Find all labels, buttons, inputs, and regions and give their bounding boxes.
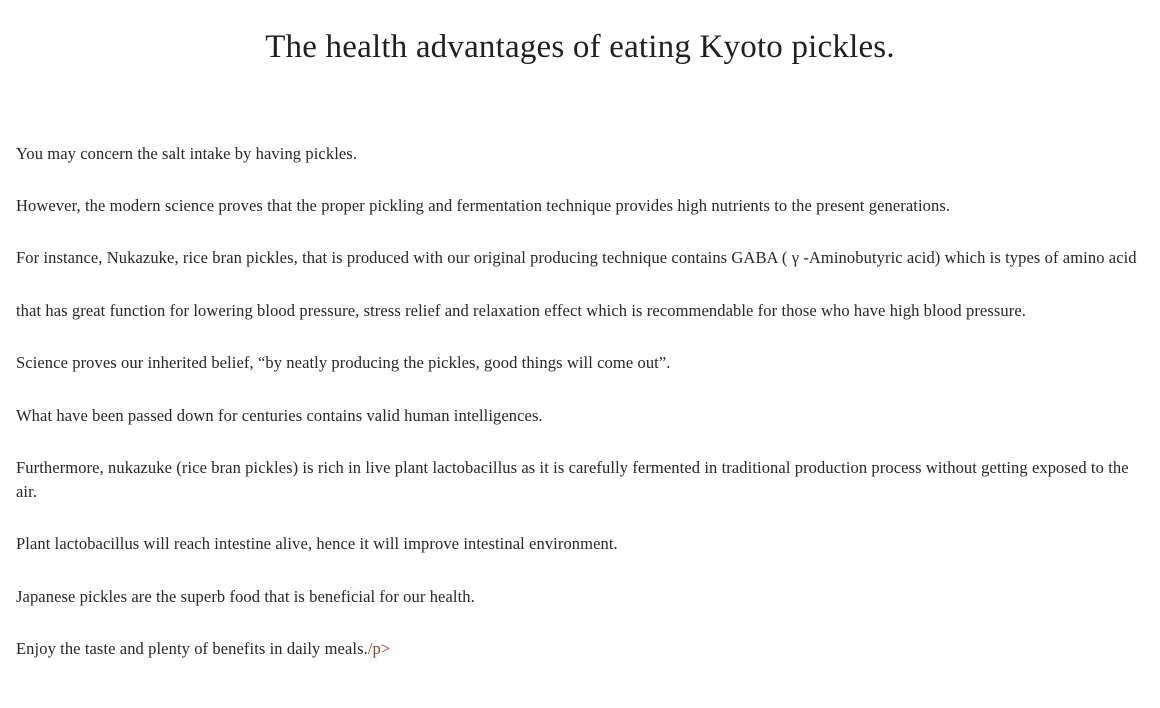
paragraph: Science proves our inherited belief, “by neatly producing the pickles, good things will come out”. bbox=[16, 353, 671, 373]
paragraph: Plant lactobacillus will reach intestine alive, hence it will improve intestinal environment. bbox=[16, 534, 618, 554]
paragraph-text: Enjoy the taste and plenty of benefits in daily meals. bbox=[16, 639, 368, 659]
paragraph: For instance, Nukazuke, rice bran pickles, that is produced with our original producing technique contains GABA ( γ -Aminobutyric acid) which is types of amino acid bbox=[16, 248, 1137, 268]
paragraph: What have been passed down for centuries contains valid human intelligences. bbox=[16, 405, 543, 425]
paragraph-with-stray-tag bbox=[16, 637, 1144, 661]
article-body bbox=[0, 142, 1160, 662]
paragraph: However, the modern science proves that the proper pickling and fermentation technique provides high nutrients to the present generations. bbox=[16, 196, 951, 216]
stray-markup-text: /p> bbox=[367, 639, 391, 659]
paragraph: You may concern the salt intake by having pickles. bbox=[16, 143, 358, 163]
paragraph: that has great function for lowering blood pressure, stress relief and relaxation effect which is recommendable for those who have high blood pressure. bbox=[16, 300, 1026, 320]
paragraph: Furthermore, nukazuke (rice bran pickles) is rich in live plant lactobacillus as it is carefully fermented in traditional production process without getting exposed to the air. bbox=[16, 458, 1129, 502]
page-title: The health advantages of eating Kyoto pickles. bbox=[265, 29, 895, 65]
paragraph: Japanese pickles are the superb food that is beneficial for our health. bbox=[16, 586, 475, 606]
